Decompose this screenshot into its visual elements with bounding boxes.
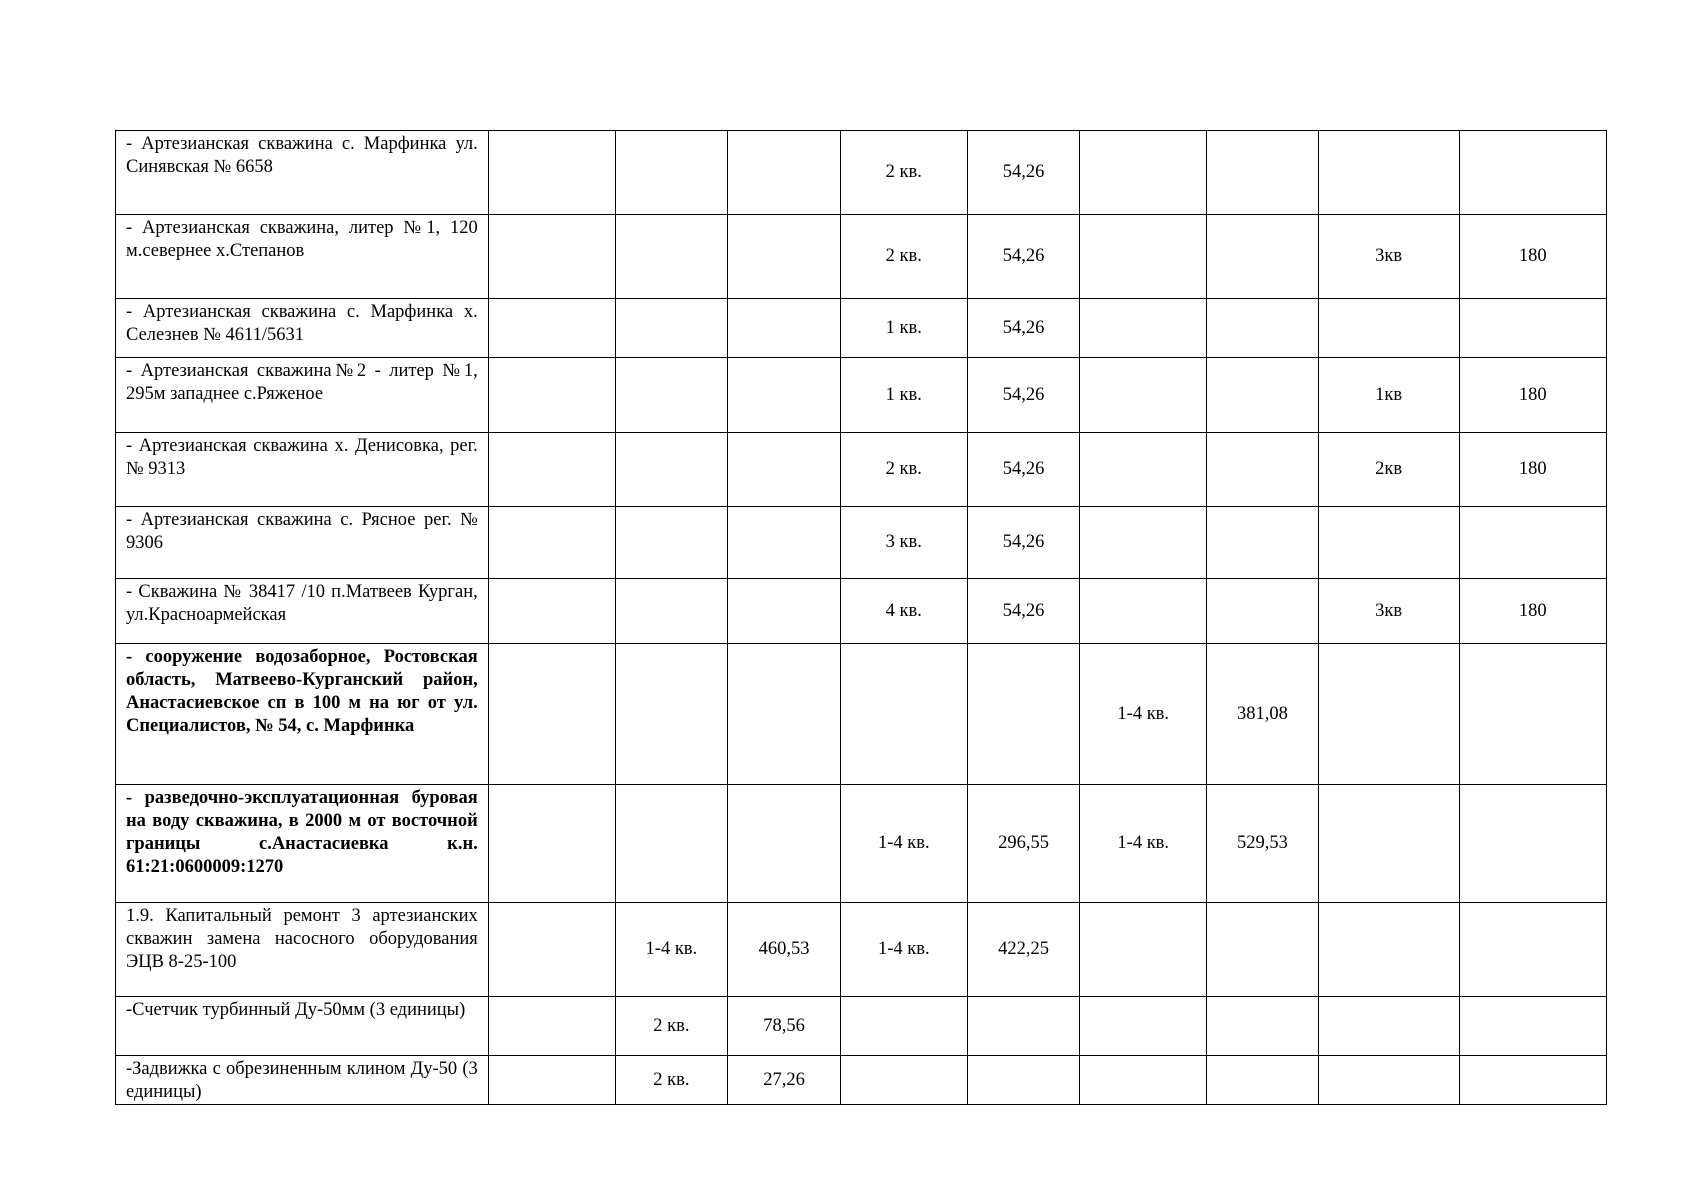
table-cell: 296,55: [967, 785, 1080, 903]
table-cell: 1-4 кв.: [1080, 785, 1207, 903]
table-row: [116, 903, 1607, 997]
table-cell: [1207, 299, 1319, 358]
table-cell: [1080, 903, 1207, 997]
table-cell: [1459, 997, 1606, 1056]
table-cell: [615, 579, 728, 644]
table-cell: [488, 997, 615, 1056]
table-cell: 381,08: [1207, 644, 1319, 785]
table-cell: 2 кв.: [615, 1056, 728, 1105]
table-cell: [615, 131, 728, 215]
table-cell: 529,53: [1207, 785, 1319, 903]
table-cell: 54,26: [967, 358, 1080, 433]
table-cell: 180: [1459, 579, 1606, 644]
table-cell: 1-4 кв.: [840, 785, 967, 903]
table-cell: 3кв: [1318, 579, 1459, 644]
table-cell: [615, 215, 728, 299]
table-cell: [728, 299, 841, 358]
table-row: [116, 644, 1607, 785]
table-cell: [840, 997, 967, 1056]
row-description: - Артезианская скважина с. Рясное рег. № 9306: [116, 507, 489, 579]
document-table: [115, 130, 1607, 1105]
table-cell: [1080, 507, 1207, 579]
table-cell: [488, 131, 615, 215]
table-row: [116, 433, 1607, 507]
table-row: [116, 1056, 1607, 1105]
table-cell: [615, 785, 728, 903]
table-cell: [840, 644, 967, 785]
table-cell: [1459, 903, 1606, 997]
table-cell: [615, 644, 728, 785]
table-cell: [728, 644, 841, 785]
table-cell: [1459, 1056, 1606, 1105]
table-cell: [1080, 131, 1207, 215]
table-cell: [1318, 507, 1459, 579]
table-cell: [967, 644, 1080, 785]
table-row: [116, 507, 1607, 579]
table-cell: [1080, 299, 1207, 358]
table-cell: 1 кв.: [840, 299, 967, 358]
table-cell: 4 кв.: [840, 579, 967, 644]
table-cell: 78,56: [728, 997, 841, 1056]
table-row: [116, 215, 1607, 299]
table-cell: 2 кв.: [615, 997, 728, 1056]
table-cell: 3кв: [1318, 215, 1459, 299]
table-cell: [967, 1056, 1080, 1105]
table-body: [116, 131, 1607, 1105]
table-cell: 2кв: [1318, 433, 1459, 507]
table-cell: [1207, 997, 1319, 1056]
row-description: - Артезианская скважина, литер №1, 120 м.севернее х.Степанов: [116, 215, 489, 299]
row-description: - Скважина № 38417 /10 п.Матвеев Курган, ул.Красноармейская: [116, 579, 489, 644]
table-cell: [728, 785, 841, 903]
table-cell: 54,26: [967, 579, 1080, 644]
table-cell: [728, 507, 841, 579]
table-cell: 422,25: [967, 903, 1080, 997]
table-cell: [1080, 997, 1207, 1056]
table-cell: [488, 903, 615, 997]
row-description: - сооружение водозаборное, Ростовская область, Матвеево-Курганский район, Анастасиевское сп в 100 м на юг от ул. Специалистов, № 54, с. Марфинка: [116, 644, 489, 785]
table-cell: [1207, 903, 1319, 997]
row-description: 1.9. Капитальный ремонт 3 артезианских скважин замена насосного оборудования ЭЦВ 8-25-100: [116, 903, 489, 997]
table-cell: [488, 579, 615, 644]
table-row: [116, 579, 1607, 644]
table-cell: [488, 785, 615, 903]
table-cell: 180: [1459, 215, 1606, 299]
table-cell: [1207, 1056, 1319, 1105]
table-cell: [1318, 903, 1459, 997]
table-cell: 180: [1459, 433, 1606, 507]
table-cell: 1кв: [1318, 358, 1459, 433]
table-cell: [488, 507, 615, 579]
table-cell: [1318, 1056, 1459, 1105]
table-cell: 2 кв.: [840, 215, 967, 299]
table-cell: [488, 215, 615, 299]
table-row: [116, 997, 1607, 1056]
table-cell: [488, 299, 615, 358]
table-cell: [1459, 299, 1606, 358]
table-cell: [1080, 215, 1207, 299]
table-cell: [1207, 358, 1319, 433]
row-description: - разведочно-эксплуатационная буровая на воду скважина, в 2000 м от восточной границы с.Анастасиевка к.н. 61:21:0600009:1270: [116, 785, 489, 903]
table-cell: 54,26: [967, 299, 1080, 358]
table-row: [116, 299, 1607, 358]
table-cell: 54,26: [967, 507, 1080, 579]
row-description: - Артезианская скважина с. Марфинка ул. Синявская № 6658: [116, 131, 489, 215]
table-cell: 460,53: [728, 903, 841, 997]
table-cell: [488, 433, 615, 507]
table-cell: [615, 299, 728, 358]
table-cell: [488, 1056, 615, 1105]
table-cell: [1318, 299, 1459, 358]
table-cell: [728, 579, 841, 644]
table-cell: 1-4 кв.: [1080, 644, 1207, 785]
table-cell: 27,26: [728, 1056, 841, 1105]
table-cell: [1318, 997, 1459, 1056]
table-cell: [1080, 358, 1207, 433]
table-cell: 1-4 кв.: [840, 903, 967, 997]
table-cell: [1207, 215, 1319, 299]
table-row: [116, 358, 1607, 433]
table-cell: 54,26: [967, 215, 1080, 299]
table-cell: [1459, 131, 1606, 215]
table-cell: [728, 131, 841, 215]
table-cell: [488, 358, 615, 433]
table-cell: [1207, 131, 1319, 215]
table-cell: [1318, 785, 1459, 903]
table-cell: 54,26: [967, 433, 1080, 507]
table-cell: [1080, 1056, 1207, 1105]
table-cell: [728, 215, 841, 299]
table-cell: [1459, 507, 1606, 579]
table-cell: [1318, 131, 1459, 215]
table-row: [116, 131, 1607, 215]
row-description: - Артезианская скважина№2 - литер №1, 295м западнее с.Ряженое: [116, 358, 489, 433]
table-cell: 3 кв.: [840, 507, 967, 579]
table-cell: [615, 358, 728, 433]
table-cell: 180: [1459, 358, 1606, 433]
table-row: [116, 785, 1607, 903]
table-cell: 54,26: [967, 131, 1080, 215]
row-description: -Задвижка с обрезиненным клином Ду-50 (3 единицы): [116, 1056, 489, 1105]
table-cell: [1080, 433, 1207, 507]
table-cell: [967, 997, 1080, 1056]
table-cell: 1-4 кв.: [615, 903, 728, 997]
table-cell: [1318, 644, 1459, 785]
table-cell: [840, 1056, 967, 1105]
table-cell: [1459, 785, 1606, 903]
table-cell: [1207, 433, 1319, 507]
row-description: - Артезианская скважина с. Марфинка х. Селезнев № 4611/5631: [116, 299, 489, 358]
table-cell: 2 кв.: [840, 433, 967, 507]
table-cell: 2 кв.: [840, 131, 967, 215]
table-cell: [1207, 579, 1319, 644]
table-cell: [615, 433, 728, 507]
table-cell: [1080, 579, 1207, 644]
row-description: - Артезианская скважина х. Денисовка, рег. № 9313: [116, 433, 489, 507]
table-cell: 1 кв.: [840, 358, 967, 433]
table-cell: [1459, 644, 1606, 785]
row-description: -Счетчик турбинный Ду-50мм (3 единицы): [116, 997, 489, 1056]
table-cell: [728, 433, 841, 507]
table-cell: [1207, 507, 1319, 579]
table-cell: [728, 358, 841, 433]
table-cell: [488, 644, 615, 785]
table-cell: [615, 507, 728, 579]
